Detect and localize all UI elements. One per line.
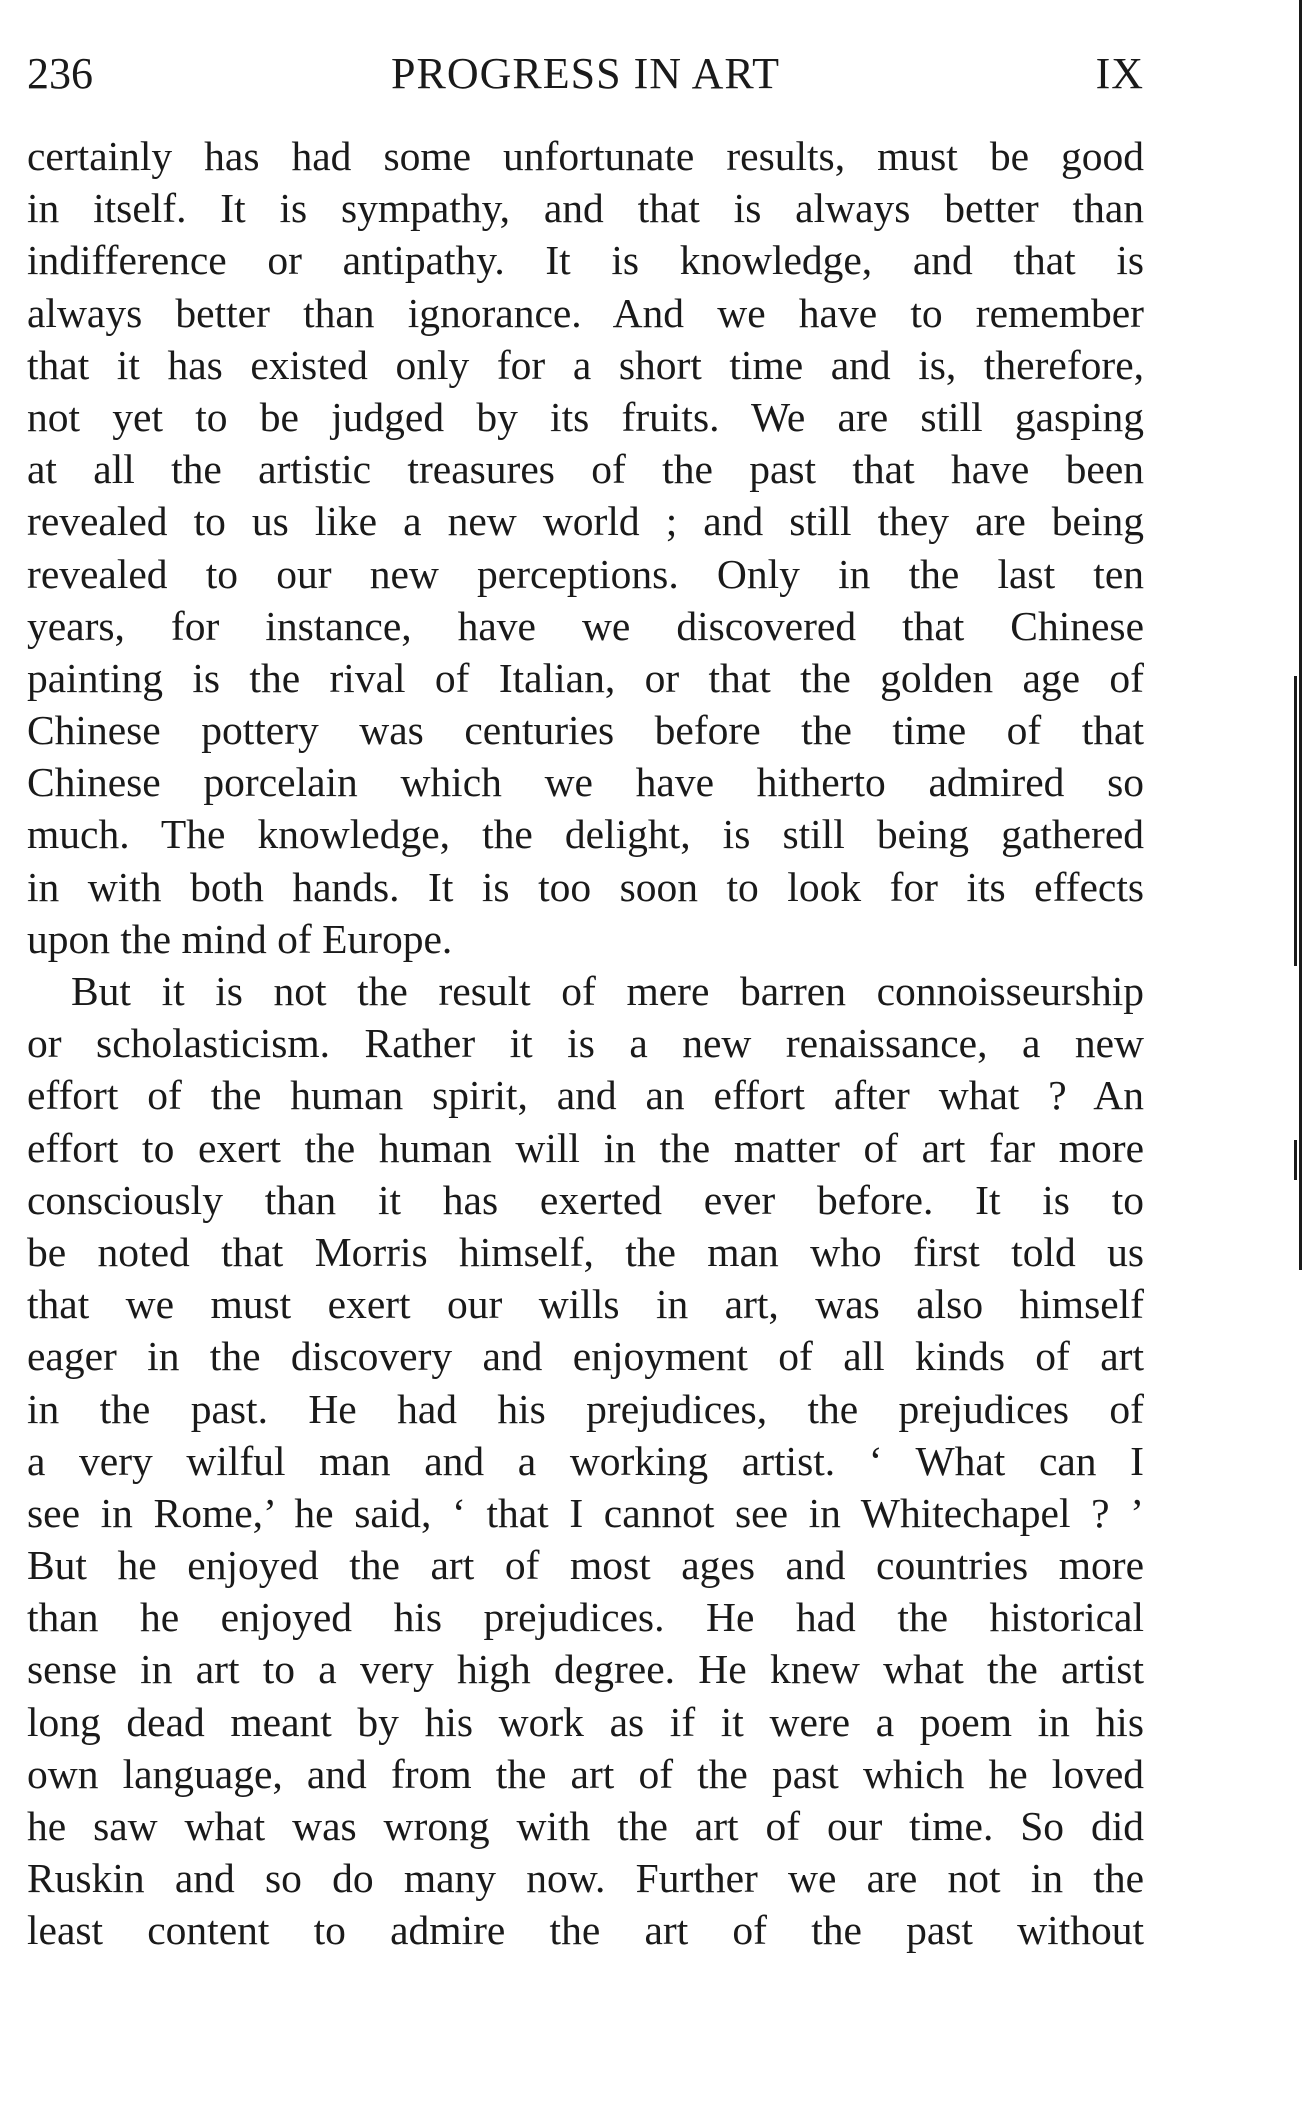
text-line: see in Rome,’ he said, ‘ that I cannot see in Whitechapel ? ’ xyxy=(27,1489,1144,1536)
text-line: revealed to us like a new world ; and still they are being xyxy=(27,498,1144,545)
text-line: Chinese porcelain which we have hitherto admired so xyxy=(27,759,1144,806)
text-line: much. The knowledge, the delight, is still being gathered xyxy=(27,811,1144,858)
text-line: eager in the discovery and enjoyment of all kinds of art xyxy=(27,1333,1144,1380)
text-line: effort of the human spirit, and an effort after what ? An xyxy=(27,1072,1144,1119)
text-line: in the past. He had his prejudices, the prejudices of xyxy=(27,1385,1144,1432)
text-line: least content to admire the art of the past without xyxy=(27,1907,1144,1954)
text-line: own language, and from the art of the past which he loved xyxy=(27,1750,1144,1797)
scan-edge-line xyxy=(1299,0,1302,1270)
text-line: at all the artistic treasures of the past that have been xyxy=(27,446,1144,493)
text-line: Ruskin and so do many now. Further we are not in the xyxy=(27,1855,1144,1902)
text-line: in with both hands. It is too soon to look for its effects xyxy=(27,863,1144,910)
text-line: or scholasticism. Rather it is a new renaissance, a new xyxy=(27,1020,1144,1067)
scan-edge-line xyxy=(1294,1140,1297,1180)
chapter-number: IX xyxy=(1095,49,1144,98)
page-number: 236 xyxy=(27,49,93,98)
text-line: a very wilful man and a working artist. ‘ What can I xyxy=(27,1437,1144,1484)
text-line: revealed to our new perceptions. Only in the last ten xyxy=(27,550,1144,597)
paragraph-start-line: But it is not the result of mere barren connoisseurship xyxy=(71,968,1144,1014)
text-line: that we must exert our wills in art, was also himself xyxy=(27,1281,1144,1328)
text-line: be noted that Morris himself, the man who first told us xyxy=(27,1228,1144,1275)
text-line: long dead meant by his work as if it were a poem in his xyxy=(27,1698,1144,1745)
text-line: painting is the rival of Italian, or that the golden age of xyxy=(27,654,1144,701)
text-line: sense in art to a very high degree. He knew what the artist xyxy=(27,1646,1144,1693)
text-line: in itself. It is sympathy, and that is always better than xyxy=(27,185,1144,232)
text-line: effort to exert the human will in the matter of art far more xyxy=(27,1124,1144,1171)
text-line: not yet to be judged by its fruits. We are still gasping xyxy=(27,393,1144,440)
text-line: Chinese pottery was centuries before the time of that xyxy=(27,707,1144,754)
paragraph-end-line: upon the mind of Europe. xyxy=(27,915,453,962)
text-line: years, for instance, have we discovered that Chinese xyxy=(27,602,1144,649)
text-line: that it has existed only for a short time and is, therefore, xyxy=(27,341,1144,388)
text-line: indifference or antipathy. It is knowledge, and that is xyxy=(27,237,1144,284)
text-line: he saw what was wrong with the art of our time. So did xyxy=(27,1803,1144,1849)
scan-edge-line xyxy=(1294,676,1297,966)
text-line: But he enjoyed the art of most ages and countries more xyxy=(27,1542,1144,1589)
text-line: always better than ignorance. And we have to remember xyxy=(27,289,1144,336)
text-line: certainly has had some unfortunate results, must be good xyxy=(27,133,1144,179)
body-text xyxy=(27,130,1144,1957)
running-title: PROGRESS IN ART xyxy=(391,49,780,98)
text-line: consciously than it has exerted ever before. It is to xyxy=(27,1176,1144,1223)
text-line: than he enjoyed his prejudices. He had the historical xyxy=(27,1594,1144,1641)
page-header xyxy=(27,44,1144,104)
